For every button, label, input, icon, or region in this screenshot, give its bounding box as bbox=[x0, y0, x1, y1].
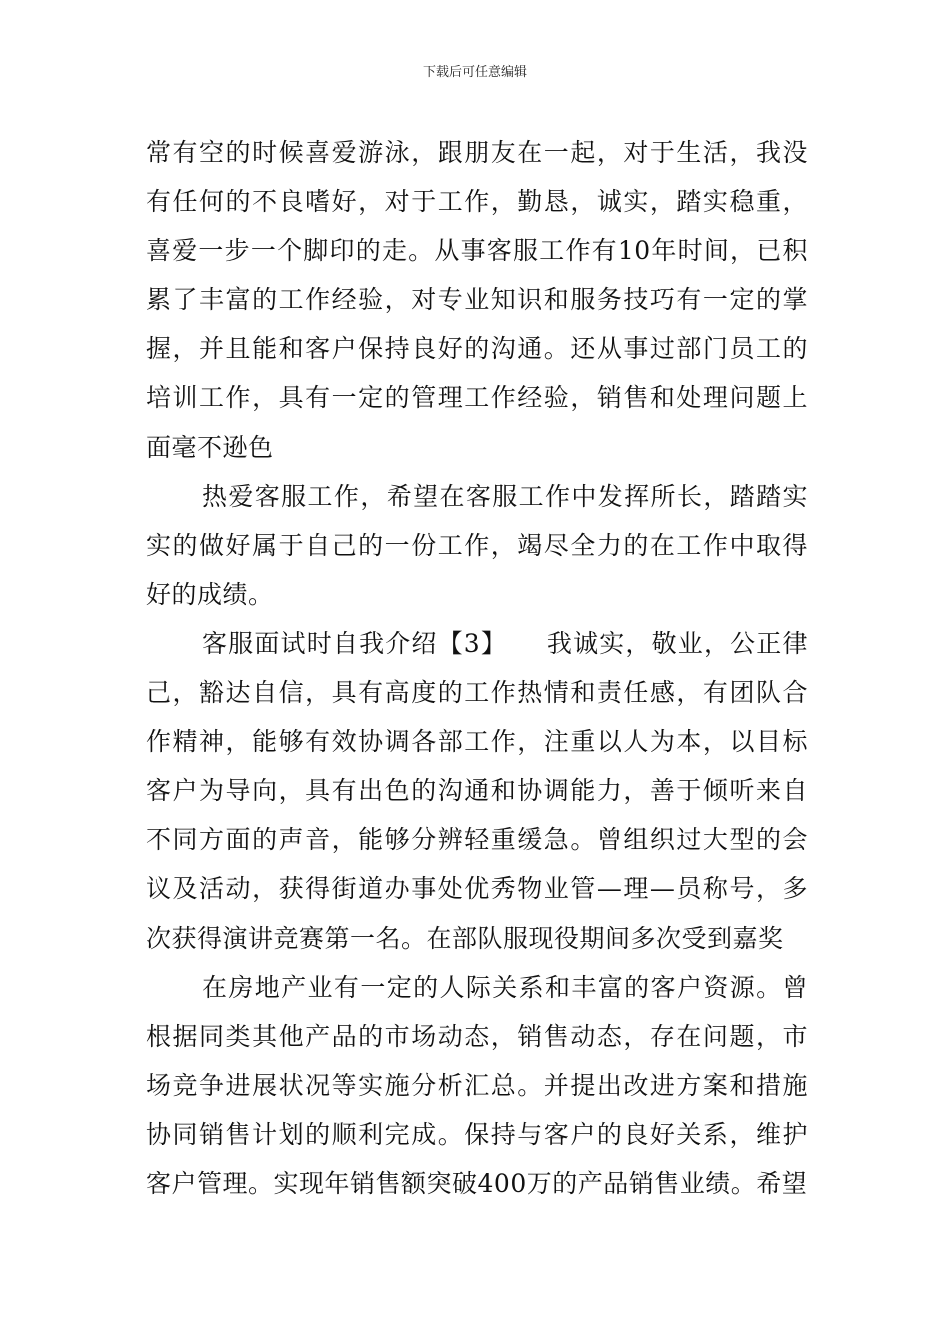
page-header: 下载后可任意编辑 bbox=[422, 65, 527, 80]
paragraph-4: 在房地产业有一定的人际关系和丰富的客户资源。曾根据同类其他产品的市场动态，销售动态，存在问题，市场竞争进展状况等实施分析汇总。并提出改进方案和措施协同销售计划的顺利完成。保持与客户的良好关系，维护客户管理。实现年销售额突破400万的产品销售业绩。希望 bbox=[146, 972, 808, 1198]
paragraph-1: 常有空的时候喜爱游泳，跟朋友在一起，对于生活，我没有任何的不良嗜好，对于工作，勤恳，诚实，踏实稳重，喜爱一步一个脚印的走。从事客服工作有10年时间，已积累了丰富的工作经验，对专业知识和服务技巧有一定的掌握，并且能和客户保持良好的沟通。还从事过部门员工的培训工作，具有一定的管理工作经验，销售和处理问题上面毫不逊色 bbox=[146, 138, 808, 462]
paragraph-3: 客服面试时自我介绍【3】 我诚实，敬业，公正律己，豁达自信，具有高度的工作热情和责任感，有团队合作精神，能够有效协调各部工作，注重以人为本，以目标客户为导向，具有出色的沟通和协调能力，善于倾听来自不同方面的声音，能够分辨轻重缓急。曾组织过大型的会议及活动，获得街道办事处优秀物业管—理—员称号，多次获得演讲竞赛第一名。在部队服现役期间多次受到嘉奖 bbox=[146, 628, 808, 953]
document-body bbox=[146, 128, 808, 1208]
paragraph-2: 热爱客服工作，希望在客服工作中发挥所长，踏踏实实的做好属于自己的一份工作，竭尽全力的在工作中取得好的成绩。 bbox=[146, 481, 808, 609]
